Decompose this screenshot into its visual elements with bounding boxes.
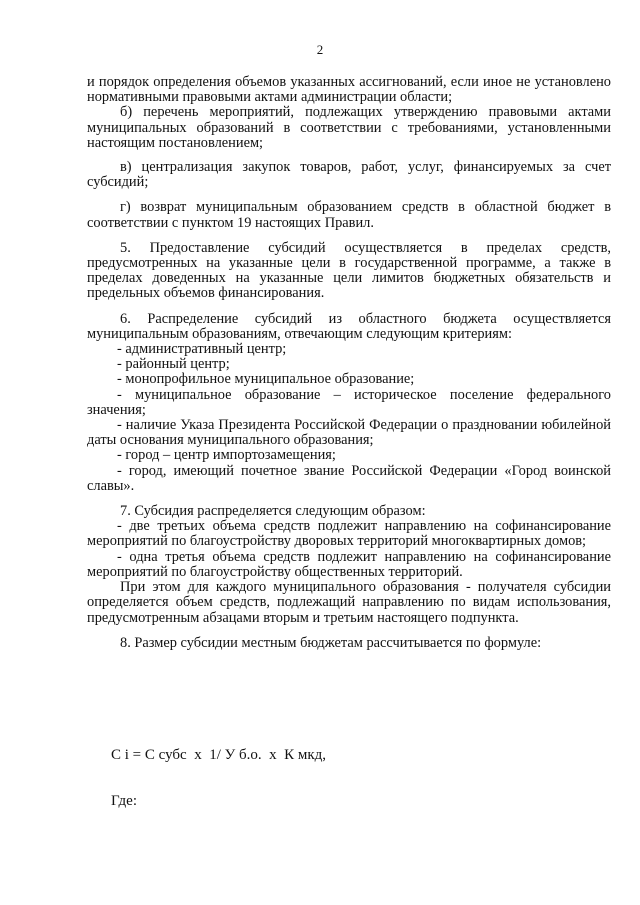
paragraph-6: 6. Распределение субсидий из областного бюджета осуществляется муниципальным образованиям, отвечающим следующим критериям: xyxy=(87,310,611,342)
where-label: Где: xyxy=(111,793,138,809)
paragraph-8: 8. Размер субсидии местным бюджетам рассчитывается по формуле: xyxy=(120,634,542,651)
paragraph-item-g: г) возврат муниципальным образованием средств в областной бюджет в соответствии с пунктом 19 настоящих Правил. xyxy=(87,199,611,231)
criteria-list-item: - город, имеющий почетное звание Российской Федерации «Город воинской славы». xyxy=(87,462,611,494)
criteria-list-item: - районный центр; xyxy=(117,356,230,373)
distribution-list-item: - две третьих объема средств подлежит направлению на софинансирование мероприятий по благоустройству дворовых территорий многоквартирных домов; xyxy=(87,518,611,550)
paragraph-funding-procedure: и порядок определения объемов указанных ассигнований, если иное не установлено нормативными правовыми актами администрации области; xyxy=(87,74,611,106)
document-body xyxy=(87,75,611,651)
distribution-list-item: - одна третья объема средств подлежит направлению на софинансирование мероприятий по благоустройству общественных территорий. xyxy=(87,548,611,580)
paragraph-5: 5. Предоставление субсидий осуществляется в пределах средств, предусмотренных на указанные цели в государственной программе, а также в пределах доведенных на указанные цели лимитов бюджетных обязательств и предельных объемов финансирования. xyxy=(87,239,611,302)
criteria-list-item: - монопрофильное муниципальное образование; xyxy=(117,371,415,388)
criteria-list-item: - муниципальное образование – историческое поселение федерального значения; xyxy=(87,386,611,418)
paragraph-item-v: в) централизация закупок товаров, работ, услуг, финансируемых за счет субсидий; xyxy=(87,159,611,191)
subsidy-formula: C i = C субс х 1/ У б.о. х К мкд, xyxy=(111,747,327,763)
criteria-list-item: - наличие Указа Президента Российской Федерации о праздновании юбилейной даты основания муниципального образования; xyxy=(87,417,611,449)
page-number: 2 xyxy=(316,42,324,57)
paragraph-recipient-note: При этом для каждого муниципального образования - получателя субсидии определяется объем средств, подлежащий направлению по видам использования, предусмотренным абзацами вторым и третьим настоящего подпункта. xyxy=(87,579,611,626)
paragraph-7: 7. Субсидия распределяется следующим образом: xyxy=(120,503,426,520)
criteria-list-item: - город – центр импортозамещения; xyxy=(117,447,336,464)
criteria-list-item: - административный центр; xyxy=(117,341,287,358)
paragraph-item-b: б) перечень мероприятий, подлежащих утверждению правовыми актами муниципальных образований в соответствии с требованиями, установленными настоящим постановлением; xyxy=(87,104,611,151)
